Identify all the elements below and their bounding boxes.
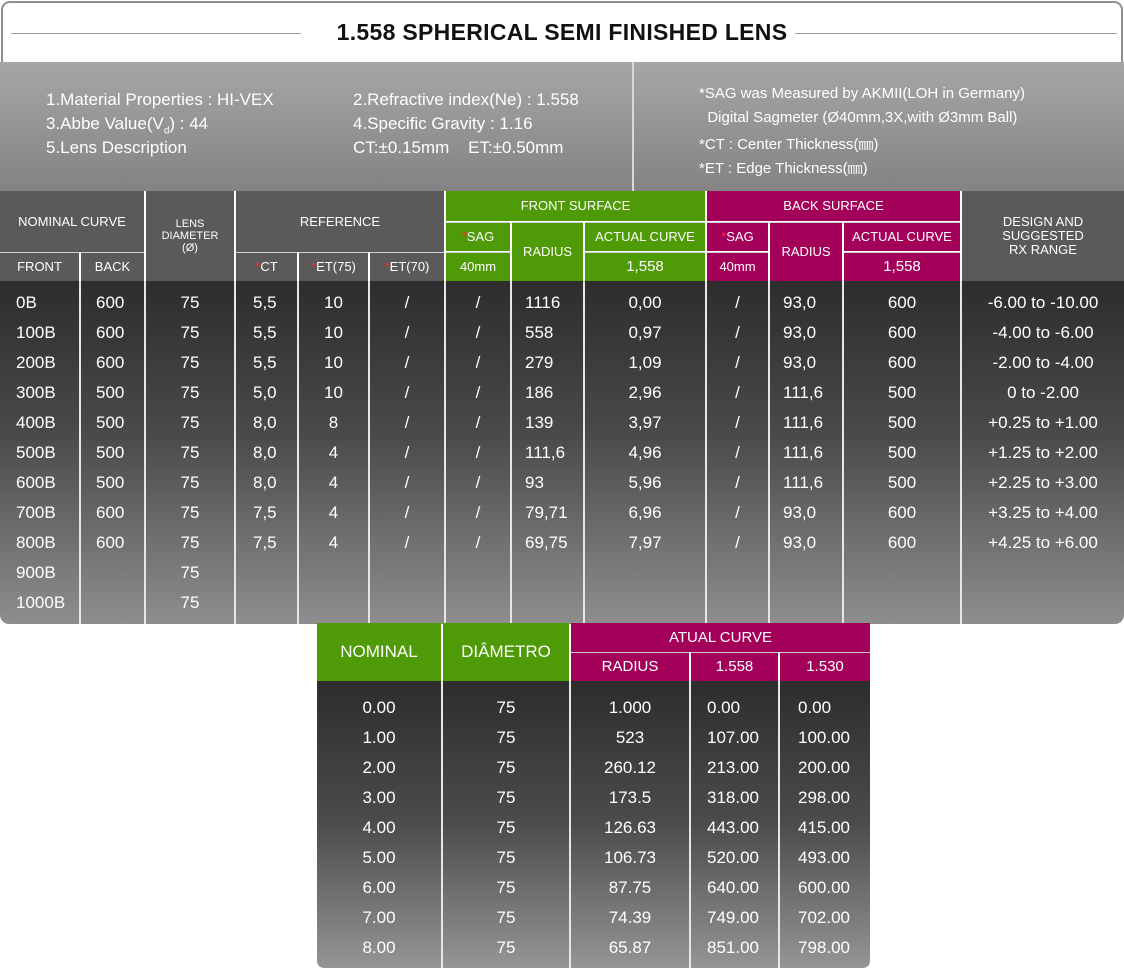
sec-cell-1558: 107.00 (707, 728, 759, 747)
cell-ct: 5,5 (253, 353, 277, 372)
cell-back: 600 (96, 323, 125, 342)
cell-front-sag: / (475, 323, 481, 342)
et70-header: * ET(70) (370, 252, 444, 281)
cell-diameter: 75 (180, 473, 200, 492)
cell-front: 100B (16, 323, 56, 342)
sec-cell-1530: 600.00 (798, 878, 850, 897)
page-title: 1.558 SPHERICAL SEMI FINISHED LENS (336, 19, 788, 45)
cell-front-radius: 558 (525, 323, 554, 342)
cell-front-radius: 111,6 (525, 443, 566, 462)
front-surface-header: FRONT SURFACE (446, 191, 705, 221)
sec-cell-nominal: 7.00 (362, 908, 396, 927)
cell-front-sag: / (475, 413, 481, 432)
back-radius-header: RADIUS (770, 222, 842, 281)
cell-back-actual-curve: 600 (887, 293, 917, 312)
cell-front-sag: / (475, 533, 481, 552)
back-actual-curve-header: ACTUAL CURVE (844, 222, 960, 251)
cell-et75: 10 (324, 323, 343, 342)
cell-front: 400B (16, 413, 56, 432)
cell-ct: 5,5 (253, 293, 277, 312)
sec-cell-radius: 173.5 (608, 788, 652, 807)
diametro-header: DIÂMETRO (443, 623, 569, 681)
cell-rx-range: -4.00 to -6.00 (992, 323, 1094, 342)
sec-cell-nominal: 4.00 (362, 818, 396, 837)
cell-et75: 10 (324, 353, 343, 372)
cell-back-sag: / (735, 443, 740, 462)
cell-rx-range: +3.25 to +4.00 (988, 503, 1098, 522)
cell-ct: 5,0 (253, 383, 277, 402)
sec-cell-1558: 213.00 (707, 758, 759, 777)
cell-diameter: 75 (180, 593, 200, 612)
cell-rx-range: +1.25 to +2.00 (988, 443, 1098, 462)
cell-front-actual-curve: 7,97 (628, 533, 662, 552)
column-divider (689, 681, 691, 968)
column-divider (768, 281, 770, 624)
cell-back-sag: / (735, 293, 740, 312)
front-actual-curve-value: 1,558 (585, 252, 705, 281)
cell-ct: 5,5 (253, 323, 277, 342)
cell-back-sag: / (735, 413, 740, 432)
sec-cell-nominal: 5.00 (362, 848, 396, 867)
cell-back-radius: 93,0 (783, 323, 817, 342)
sec-cell-diametro: 75 (496, 788, 516, 807)
sec-cell-diametro: 75 (496, 878, 516, 897)
column-divider (510, 281, 512, 624)
cell-back-actual-curve: 600 (887, 323, 917, 342)
sec-cell-diametro: 75 (496, 848, 516, 867)
cell-rx-range: +0.25 to +1.00 (988, 413, 1098, 432)
nominal-curve-header: NOMINAL CURVE (0, 191, 144, 252)
design-rx-range-header: DESIGN AND SUGGESTED RX RANGE (962, 191, 1124, 281)
cell-back-actual-curve: 600 (887, 353, 917, 372)
cell-back: 600 (96, 353, 125, 372)
sec-cell-diametro: 75 (496, 758, 516, 777)
back-header: BACK (81, 252, 144, 281)
sec-cell-1530: 798.00 (798, 938, 850, 957)
cell-back: 600 (96, 503, 125, 522)
material-properties: 1.Material Properties : HI-VEX (46, 90, 274, 109)
sec-1558-header: 1.558 (691, 652, 778, 681)
cell-front-radius: 139 (525, 413, 554, 432)
cell-front-radius: 79,71 (525, 503, 568, 522)
sec-cell-diametro: 75 (496, 938, 516, 957)
cell-back-sag: / (735, 383, 740, 402)
cell-et70: / (404, 323, 410, 342)
cell-front-actual-curve: 0,97 (628, 323, 662, 342)
cell-rx-range: -6.00 to -10.00 (987, 293, 1099, 312)
sec-cell-radius: 74.39 (608, 908, 652, 927)
info-divider (632, 62, 634, 191)
cell-front-sag: / (475, 503, 481, 522)
sec-cell-nominal: 0.00 (362, 698, 396, 717)
cell-front-radius: 69,75 (525, 533, 568, 552)
sec-cell-1530: 200.00 (798, 758, 850, 777)
sec-cell-1530: 415.00 (798, 818, 850, 837)
cell-back-sag: / (735, 473, 740, 492)
back-sag-header: * SAG (707, 222, 768, 251)
cell-back-actual-curve: 500 (887, 443, 917, 462)
cell-front-actual-curve: 5,96 (628, 473, 662, 492)
lens-description: 5.Lens Description (46, 138, 187, 157)
back-surface-header: BACK SURFACE (707, 191, 960, 221)
sec-cell-1558: 640.00 (707, 878, 759, 897)
front-sag-mm-header: 40mm (446, 252, 510, 281)
cell-front-actual-curve: 6,96 (628, 503, 662, 522)
sec-cell-diametro: 75 (496, 908, 516, 927)
sec-cell-radius: 126.63 (604, 818, 656, 837)
tolerance: CT:±0.15mm ET:±0.50mm (353, 138, 564, 157)
cell-front: 1000B (16, 593, 66, 612)
cell-front: 300B (16, 383, 56, 402)
front-radius-header: RADIUS (512, 222, 583, 281)
cell-front-radius: 279 (525, 353, 554, 372)
cell-back: 600 (96, 293, 125, 312)
cell-et75: 8 (328, 413, 339, 432)
info-panel (0, 62, 1124, 191)
cell-back-sag: / (735, 503, 740, 522)
cell-front: 900B (16, 563, 56, 582)
cell-front-sag: / (475, 443, 481, 462)
cell-diameter: 75 (180, 503, 200, 522)
sec-cell-1530: 493.00 (798, 848, 850, 867)
cell-back-actual-curve: 600 (887, 503, 917, 522)
cell-ct: 7,5 (253, 533, 277, 552)
secondary-table-body (317, 681, 870, 968)
cell-back-sag: / (735, 533, 740, 552)
cell-et75: 10 (324, 383, 343, 402)
back-sag-mm-header: 40mm (707, 252, 768, 281)
cell-ct: 8,0 (253, 473, 277, 492)
column-divider (778, 681, 780, 968)
cell-diameter: 75 (180, 413, 200, 432)
cell-diameter: 75 (180, 293, 200, 312)
cell-rx-range: +4.25 to +6.00 (988, 533, 1098, 552)
sec-cell-1558: 520.00 (707, 848, 759, 867)
cell-front-radius: 1116 (525, 293, 561, 312)
sec-cell-nominal: 2.00 (362, 758, 396, 777)
cell-back-radius: 111,6 (783, 413, 824, 432)
cell-et70: / (404, 353, 410, 372)
cell-front-actual-curve: 3,97 (628, 413, 662, 432)
sec-cell-1530: 0.00 (798, 698, 832, 717)
cell-et75: 10 (324, 293, 343, 312)
cell-back-actual-curve: 600 (887, 533, 917, 552)
main-table-body (0, 281, 1124, 624)
sec-cell-1530: 702.00 (798, 908, 850, 927)
cell-back: 500 (96, 443, 125, 462)
cell-et70: / (404, 293, 410, 312)
sec-cell-diametro: 75 (496, 728, 516, 747)
cell-et75: 4 (328, 443, 339, 462)
cell-ct: 8,0 (253, 413, 277, 432)
cell-back-sag: / (735, 323, 740, 342)
cell-back-radius: 93,0 (783, 503, 817, 522)
cell-front: 600B (16, 473, 56, 492)
column-divider (234, 281, 236, 624)
sec-1530-header: 1.530 (780, 652, 870, 681)
cell-et75: 4 (328, 533, 339, 552)
sec-cell-nominal: 8.00 (362, 938, 396, 957)
cell-front: 200B (16, 353, 56, 372)
cell-back-sag: / (735, 353, 740, 372)
cell-back-actual-curve: 500 (887, 383, 917, 402)
cell-front-radius: 93 (525, 473, 544, 492)
sec-cell-nominal: 1.00 (362, 728, 396, 747)
lens-diameter-header: LENS DIAMETER (Ø) (146, 191, 234, 281)
sec-cell-radius: 260.12 (604, 758, 656, 777)
atual-curve-header: ATUAL CURVE (571, 623, 870, 652)
cell-diameter: 75 (180, 353, 200, 372)
cell-back-radius: 93,0 (783, 353, 817, 372)
cell-front-sag: / (475, 383, 481, 402)
back-actual-curve-value: 1,558 (844, 252, 960, 281)
cell-front-sag: / (475, 293, 481, 312)
cell-rx-range: +2.25 to +3.00 (988, 473, 1098, 492)
cell-back-actual-curve: 500 (887, 413, 917, 432)
sec-cell-nominal: 6.00 (362, 878, 396, 897)
secondary-table-header (317, 623, 870, 681)
cell-back-radius: 93,0 (783, 293, 817, 312)
cell-diameter: 75 (180, 323, 200, 342)
sec-cell-diametro: 75 (496, 698, 516, 717)
refractive-index: 2.Refractive index(Ne) : 1.558 (353, 90, 579, 109)
sec-cell-1558: 0.00 (707, 698, 741, 717)
cell-rx-range: 0 to -2.00 (1007, 383, 1079, 402)
title-box (1, 1, 1123, 63)
cell-front: 500B (16, 443, 56, 462)
sec-cell-radius: 87.75 (608, 878, 652, 897)
cell-back: 600 (96, 533, 125, 552)
sec-cell-radius: 65.87 (608, 938, 652, 957)
sec-radius-header: RADIUS (571, 652, 689, 681)
front-header: FRONT (0, 252, 79, 281)
cell-et70: / (404, 443, 410, 462)
cell-front-radius: 186 (525, 383, 554, 402)
cell-front-actual-curve: 0,00 (628, 293, 662, 312)
cell-et70: / (404, 533, 410, 552)
specific-gravity: 4.Specific Gravity : 1.16 (353, 114, 533, 133)
cell-front: 700B (16, 503, 56, 522)
reference-header: REFERENCE (236, 191, 444, 252)
ct-note: *CT : Center Thickness(㎜) (699, 136, 879, 153)
cell-et70: / (404, 413, 410, 432)
cell-ct: 7,5 (253, 503, 277, 522)
column-divider (79, 281, 81, 624)
cell-et70: / (404, 473, 410, 492)
cell-front-actual-curve: 1,09 (628, 353, 662, 372)
cell-diameter: 75 (180, 443, 200, 462)
sec-cell-1558: 318.00 (707, 788, 759, 807)
sec-cell-1530: 298.00 (798, 788, 850, 807)
cell-et75: 4 (328, 503, 339, 522)
sec-cell-nominal: 3.00 (362, 788, 396, 807)
cell-diameter: 75 (180, 383, 200, 402)
sec-cell-1558: 443.00 (707, 818, 759, 837)
cell-back: 500 (96, 473, 125, 492)
cell-front-actual-curve: 2,96 (628, 383, 662, 402)
abbe-value: 3.Abbe $Value(V_d)$ : 44 (46, 114, 209, 137)
cell-front-sag: / (475, 353, 481, 372)
cell-et70: / (404, 503, 410, 522)
cell-front: 800B (16, 533, 56, 552)
sec-cell-radius: 523 (615, 728, 645, 747)
cell-back-radius: 111,6 (783, 443, 824, 462)
cell-back-actual-curve: 500 (887, 473, 917, 492)
front-actual-curve-header: ACTUAL CURVE (585, 222, 705, 251)
cell-back: 500 (96, 383, 125, 402)
ct-header: * CT (236, 252, 297, 281)
sec-cell-1558: 749.00 (707, 908, 759, 927)
cell-diameter: 75 (180, 563, 200, 582)
cell-diameter: 75 (180, 533, 200, 552)
sagmeter-note: Digital Sagmeter (Ø40mm,3X,with Ø3mm Ball) (699, 109, 1018, 126)
nominal-header: NOMINAL (317, 623, 441, 681)
cell-et75: 4 (328, 473, 339, 492)
sec-cell-radius: 1.000 (608, 698, 652, 717)
front-sag-header: * SAG (446, 222, 510, 251)
cell-back: 500 (96, 413, 125, 432)
sag-note: *SAG was Measured by AKMII(LOH in Germany) (699, 85, 1025, 102)
sec-cell-1558: 851.00 (707, 938, 759, 957)
cell-front-sag: / (475, 473, 481, 492)
cell-front: 0B (16, 293, 37, 312)
cell-front-actual-curve: 4,96 (628, 443, 662, 462)
cell-rx-range: -2.00 to -4.00 (992, 353, 1094, 372)
sec-cell-radius: 106.73 (604, 848, 656, 867)
cell-ct: 8,0 (253, 443, 277, 462)
cell-back-radius: 93,0 (783, 533, 817, 552)
et75-header: * ET(75) (299, 252, 368, 281)
sec-cell-1530: 100.00 (798, 728, 850, 747)
sec-cell-diametro: 75 (496, 818, 516, 837)
cell-back-radius: 111,6 (783, 383, 824, 402)
cell-et70: / (404, 383, 410, 402)
main-table-header (0, 191, 1124, 281)
cell-back-radius: 111,6 (783, 473, 824, 492)
et-note: *ET : Edge Thickness(㎜) (699, 160, 868, 177)
